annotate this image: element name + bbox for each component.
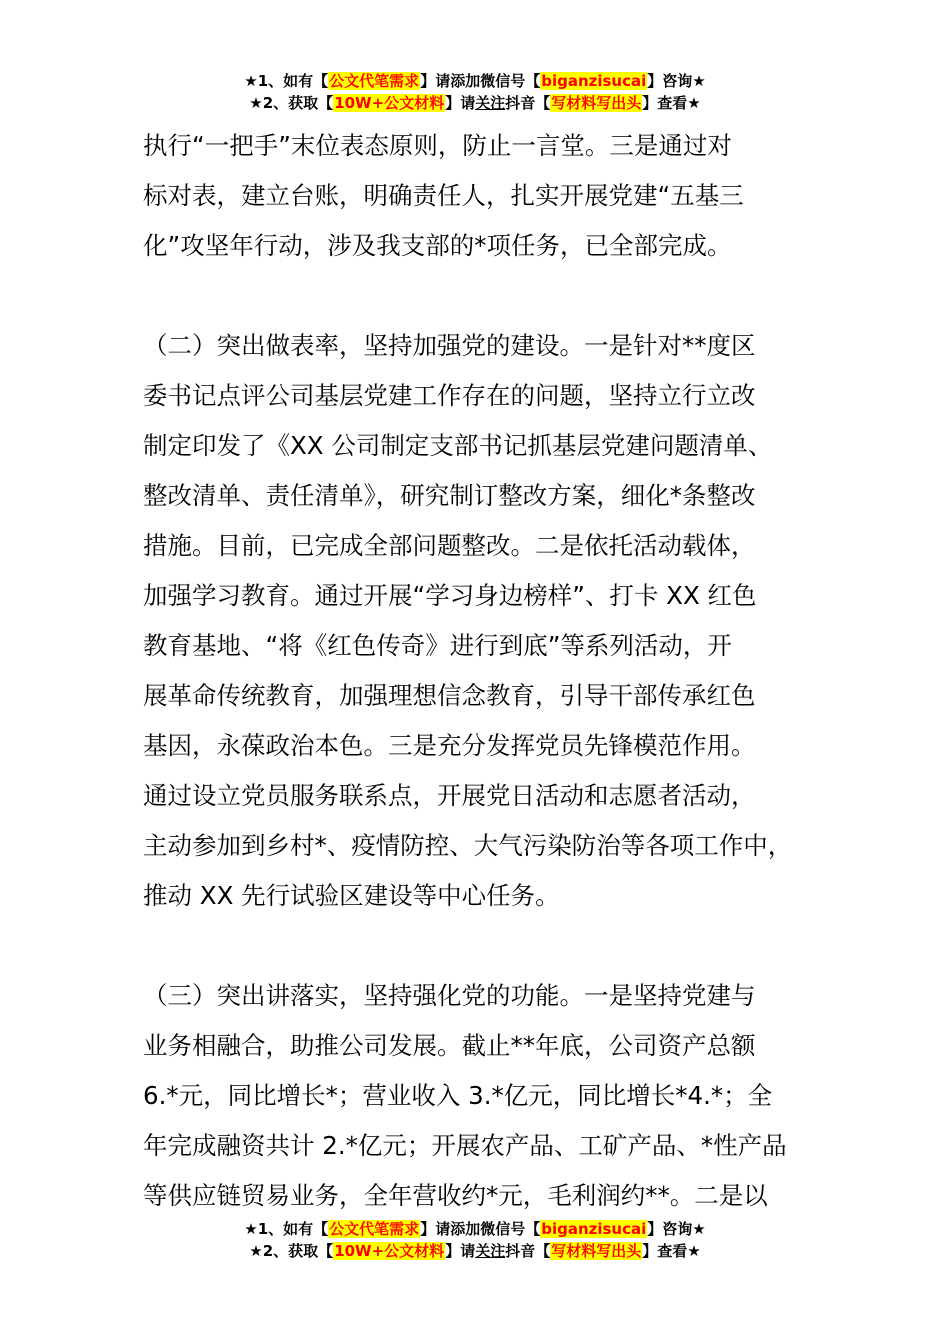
banner-highlight: 公文代笔需求 <box>329 72 420 90</box>
banner-text: 】请添加微信号【 <box>420 1220 541 1238</box>
banner-text: 抖音【 <box>505 94 551 112</box>
body-line: 展革命传统教育，加强理想信念教育，引导干部传承红色 <box>143 681 756 710</box>
body-line: 主动参加到乡村*、疫情防控、大气污染防治等各项工作中， <box>143 831 793 860</box>
body-line: 基因，永葆政治本色。三是充分发挥党员先锋模范作用。 <box>143 731 756 760</box>
banner-highlight: biganzisucai <box>541 72 647 90</box>
banner-text: ★2、获取【 <box>249 94 334 112</box>
header-banner <box>0 70 950 114</box>
body-line: 通过设立党员服务联系点，开展党日活动和志愿者活动， <box>143 781 756 810</box>
body-line: （二）突出做表率，坚持加强党的建设。一是针对**度区 <box>143 331 756 360</box>
body-line: 6.*元，同比增长*；营业收入 3.*亿元，同比增长*4.*；全 <box>143 1081 773 1110</box>
body-line: 等供应链贸易业务，全年营收约*元，毛利润约**。二是以 <box>143 1181 768 1210</box>
banner-text: 】请添加微信号【 <box>420 72 541 90</box>
banner-line-1 <box>0 70 950 92</box>
paragraph-gap <box>143 921 843 971</box>
body-line: 年完成融资共计 2.*亿元；开展农产品、工矿产品、*性产品 <box>143 1131 787 1160</box>
banner-text: 】查看★ <box>642 94 701 112</box>
banner-underlined: 关注 <box>475 1242 506 1260</box>
body-line: 整改清单、责任清单》，研究制订整改方案，细化*条整改 <box>143 481 756 510</box>
banner-text: ★2、获取【 <box>249 1242 334 1260</box>
body-line: 业务相融合，助推公司发展。截止**年底，公司资产总额 <box>143 1031 756 1060</box>
body-line: 委书记点评公司基层党建工作存在的问题，坚持立行立改 <box>143 381 756 410</box>
body-line: 化”攻坚年行动，涉及我支部的*项任务，已全部完成。 <box>143 231 732 260</box>
banner-line-2 <box>0 1240 950 1262</box>
banner-text: 抖音【 <box>505 1242 551 1260</box>
banner-highlight: 写材料写出头 <box>551 94 642 112</box>
banner-text: 】请 <box>445 94 476 112</box>
banner-text: 】咨询★ <box>647 1220 706 1238</box>
banner-text: ★1、如有【 <box>244 1220 329 1238</box>
body-line: 加强学习教育。通过开展“学习身边榜样”、打卡 XX 红色 <box>143 581 757 610</box>
body-line: （三）突出讲落实，坚持强化党的功能。一是坚持党建与 <box>143 981 756 1010</box>
banner-highlight: 10W+公文材料 <box>334 1242 445 1260</box>
banner-line-1 <box>0 1218 950 1240</box>
body-line: 标对表，建立台账，明确责任人，扎实开展党建“五基三 <box>143 181 744 210</box>
banner-text: 】查看★ <box>642 1242 701 1260</box>
body-line: 执行“一把手”末位表态原则，防止一言堂。三是通过对 <box>143 131 732 160</box>
banner-highlight: 公文代笔需求 <box>329 1220 420 1238</box>
body-line: 教育基地、“将《红色传奇》进行到底”等系列活动，开 <box>143 631 732 660</box>
banner-line-2 <box>0 92 950 114</box>
banner-underlined: 关注 <box>475 94 506 112</box>
body-line: 推动 XX 先行试验区建设等中心任务。 <box>143 881 560 910</box>
banner-text: ★1、如有【 <box>244 72 329 90</box>
banner-highlight: biganzisucai <box>541 1220 647 1238</box>
paragraph-gap <box>143 271 843 321</box>
banner-highlight: 10W+公文材料 <box>334 94 445 112</box>
banner-text: 】咨询★ <box>647 72 706 90</box>
document-body <box>143 121 843 1221</box>
footer-banner <box>0 1218 950 1262</box>
banner-highlight: 写材料写出头 <box>551 1242 642 1260</box>
banner-text: 】请 <box>445 1242 476 1260</box>
body-line: 措施。目前，已完成全部问题整改。二是依托活动载体， <box>143 531 756 560</box>
body-line: 制定印发了《XX 公司制定支部书记抓基层党建问题清单、 <box>143 431 773 460</box>
